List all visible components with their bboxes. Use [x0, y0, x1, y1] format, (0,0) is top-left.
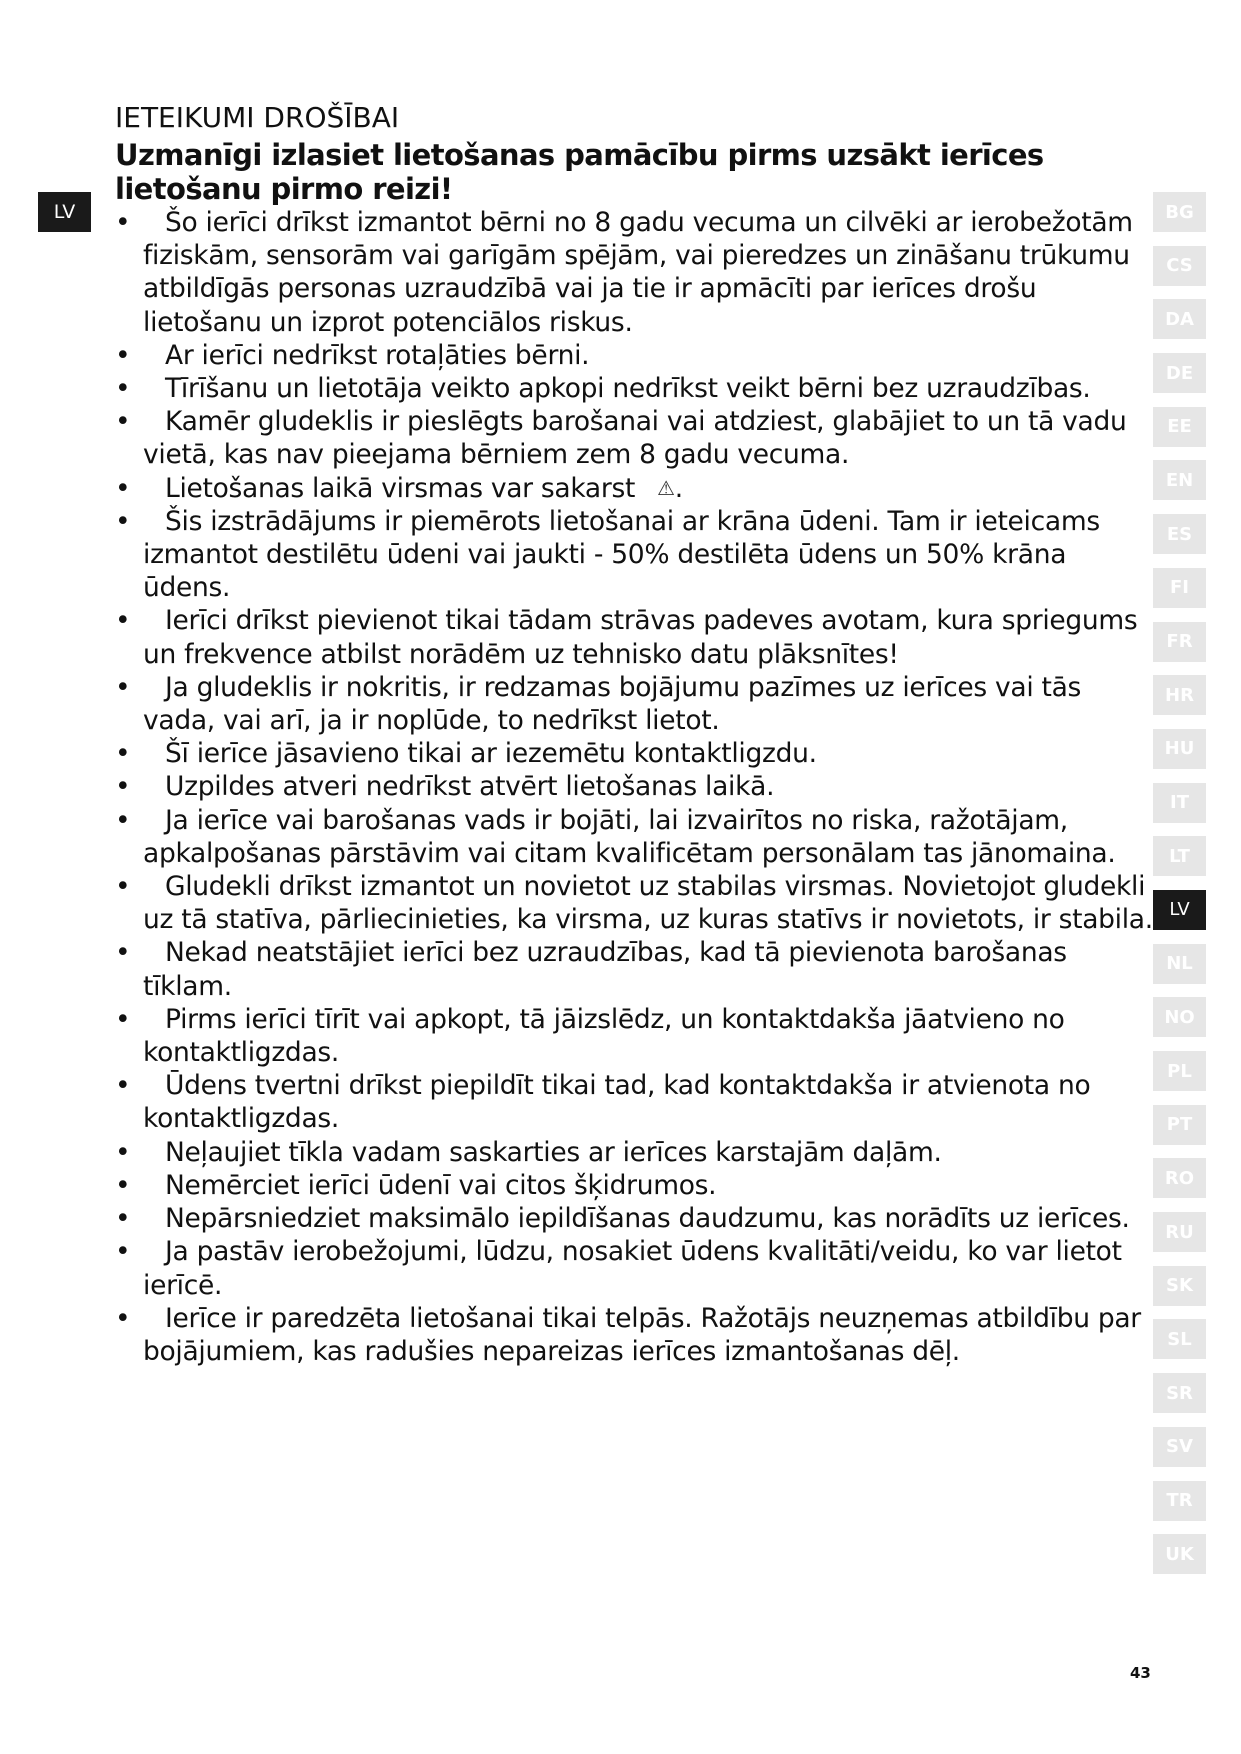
list-item-text: Nekad neatstājiet ierīci bez uzraudzības, kad tā pievienota barošanas tīklam.: [143, 937, 1067, 1002]
language-tab-pl[interactable]: PL: [1153, 1051, 1206, 1091]
list-item: [115, 1069, 1155, 1135]
list-item-text: Šis izstrādājums ir piemērots lietošanai ar krāna ūdeni. Tam ir ieteicams izmantot destilētu ūdeni vai jaukti - 50% destilēta ūdens un 50% krāna ūdens.: [143, 505, 1100, 604]
bullet: •: [115, 871, 131, 903]
bullet: •: [115, 1203, 131, 1235]
list-item-text: Nepārsniedziet maksimālo iepildīšanas daudzumu, kas norādīts uz ierīces.: [165, 1203, 1130, 1235]
language-tab-uk[interactable]: UK: [1153, 1534, 1206, 1574]
language-tab-sv[interactable]: SV: [1153, 1427, 1206, 1467]
list-item-text: Uzpildes atveri nedrīkst atvērt lietošanas laikā.: [165, 771, 775, 803]
bullet: •: [115, 1236, 131, 1268]
language-tab-tr[interactable]: TR: [1153, 1481, 1206, 1521]
language-tab-lt[interactable]: LT: [1153, 836, 1206, 876]
list-item: [115, 206, 1155, 339]
language-tab-sk[interactable]: SK: [1153, 1266, 1206, 1306]
list-item: [115, 671, 1155, 737]
list-item-text: Šo ierīci drīkst izmantot bērni no 8 gadu vecuma un cilvēki ar ierobežotām fiziskām, sensorām vai garīgām spējām, vai pieredzes un zināšanu trūkumu atbildīgās personas uzraudzībā vai ja tie ir apmācīti par ierīces drošu lietošanu un izprot potenciālos riskus.: [143, 207, 1133, 338]
language-tab-pt[interactable]: PT: [1153, 1105, 1206, 1145]
language-tab-hr[interactable]: HR: [1153, 675, 1206, 715]
current-language-badge: LV: [38, 192, 91, 232]
language-tab-it[interactable]: IT: [1153, 783, 1206, 823]
page-number: 43: [1130, 1664, 1151, 1682]
language-tab-cs[interactable]: CS: [1153, 246, 1206, 286]
bullet: •: [115, 771, 131, 803]
section-title: IETEIKUMI DROŠĪBAI: [115, 101, 400, 134]
bullet: •: [115, 605, 131, 637]
list-item-text: Ja ierīce vai barošanas vads ir bojāti, lai izvairītos no riska, ražotājam, apkalpošanas pārstāvim vai citam kvalificētam personālam tas jānomaina.: [143, 804, 1116, 869]
list-item-text: Kamēr gludeklis ir pieslēgts barošanai vai atdziest, glabājiet to un tā vadu vietā, kas nav pieejama bērniem zem 8 gadu vecuma.: [143, 406, 1127, 471]
warning-heading: Uzmanīgi izlasiet lietošanas pamācību pirms uzsākt ierīces lietošanu pirmo reizi!: [115, 138, 1044, 206]
list-item: [115, 472, 1155, 505]
bullet: •: [115, 1169, 131, 1201]
safety-list: [115, 206, 1155, 1368]
list-item-text: Pirms ierīci tīrīt vai apkopt, tā jāizslēdz, un kontaktdakša jāatvieno no kontaktligzdas.: [143, 1003, 1065, 1069]
list-item: [115, 1003, 1155, 1069]
content-area: [115, 98, 1155, 1368]
bullet: •: [115, 1003, 131, 1035]
list-item-text: Ja pastāv ierobežojumi, lūdzu, nosakiet ūdens kvalitāti/veidu, ko var lietot ierīcē.: [143, 1236, 1122, 1301]
list-item-text: Tīrīšanu un lietotāja veikto apkopi nedrīkst veikt bērni bez uzraudzības.: [165, 373, 1091, 405]
language-tab-ee[interactable]: EE: [1153, 407, 1206, 447]
list-item-text: Ierīce ir paredzēta lietošanai tikai telpās. Ražotājs neuzņemas atbildību par bojājumiem, kas radušies nepareizas ierīces izmantošanas dēļ.: [143, 1302, 1141, 1367]
language-tab-no[interactable]: NO: [1153, 997, 1206, 1037]
language-tab-es[interactable]: ES: [1153, 514, 1206, 554]
list-item: [115, 604, 1155, 670]
language-tab-ru[interactable]: RU: [1153, 1212, 1206, 1252]
language-tab-nl[interactable]: NL: [1153, 944, 1206, 984]
language-tab-sl[interactable]: SL: [1153, 1319, 1206, 1359]
bullet: •: [115, 406, 131, 438]
bullet: •: [115, 671, 131, 703]
list-item-text: Ja gludeklis ir nokritis, ir redzamas bojājumu pazīmes uz ierīces vai tās vada, vai arī, ja ir noplūde, to nedrīkst lietot.: [143, 671, 1082, 737]
list-item: [115, 372, 1155, 405]
language-tab-de[interactable]: DE: [1153, 353, 1206, 393]
language-tab-da[interactable]: DA: [1153, 299, 1206, 339]
list-item: [115, 770, 1155, 803]
bullet: •: [115, 373, 131, 405]
list-item: [115, 804, 1155, 870]
bullet: •: [115, 804, 131, 836]
list-item: [115, 1169, 1155, 1202]
hot-surface-warning-icon: ⚠: [657, 475, 675, 500]
list-item-text: Neļaujiet tīkla vadam saskarties ar ierīces karstajām daļām.: [165, 1136, 942, 1168]
bullet: •: [115, 1070, 131, 1102]
list-item: [115, 339, 1155, 372]
list-item-text: Lietošanas laikā virsmas var sakarst ⚠.: [165, 472, 683, 504]
list-item-text: Ūdens tvertni drīkst piepildīt tikai tad, kad kontaktdakša ir atvienota no kontaktligzdas.: [143, 1070, 1091, 1135]
bullet: •: [115, 207, 131, 238]
language-tab-fr[interactable]: FR: [1153, 622, 1206, 662]
bullet: •: [115, 738, 131, 770]
list-item: [115, 737, 1155, 770]
list-item: [115, 1136, 1155, 1169]
list-item: [115, 870, 1155, 936]
language-tabs: [1153, 192, 1207, 1588]
list-item: [115, 1235, 1155, 1301]
list-item: [115, 1202, 1155, 1235]
list-item-text: Ar ierīci nedrīkst rotaļāties bērni.: [165, 339, 590, 371]
bullet: •: [115, 339, 131, 371]
list-item-text: Nemērciet ierīci ūdenī vai citos šķidrumos.: [165, 1169, 717, 1201]
list-item-text: Ierīci drīkst pievienot tikai tādam strāvas padeves avotam, kura spriegums un frekvence atbilst norādēm uz tehnisko datu plāksnītes!: [143, 605, 1138, 670]
list-item-text: Šī ierīce jāsavieno tikai ar iezemētu kontaktligzdu.: [165, 738, 817, 770]
list-item: [115, 1302, 1155, 1368]
bullet: •: [115, 937, 131, 969]
language-tab-en[interactable]: EN: [1153, 460, 1206, 500]
language-tab-sr[interactable]: SR: [1153, 1373, 1206, 1413]
bullet: •: [115, 472, 131, 504]
list-item: [115, 936, 1155, 1002]
language-tab-lv[interactable]: LV: [1153, 890, 1206, 930]
list-item: [115, 505, 1155, 605]
language-tab-ro[interactable]: RO: [1153, 1158, 1206, 1198]
bullet: •: [115, 505, 131, 537]
language-tab-hu[interactable]: HU: [1153, 729, 1206, 769]
list-item-text: Gludekli drīkst izmantot un novietot uz stabilas virsmas. Novietojot gludekli uz tā statīva, pārliecinieties, ka virsma, uz kuras statīvs ir novietots, ir stabila.: [143, 871, 1153, 936]
language-tab-bg[interactable]: BG: [1153, 192, 1206, 232]
list-item: [115, 405, 1155, 471]
bullet: •: [115, 1302, 131, 1334]
bullet: •: [115, 1136, 131, 1168]
language-tab-fi[interactable]: FI: [1153, 568, 1206, 608]
